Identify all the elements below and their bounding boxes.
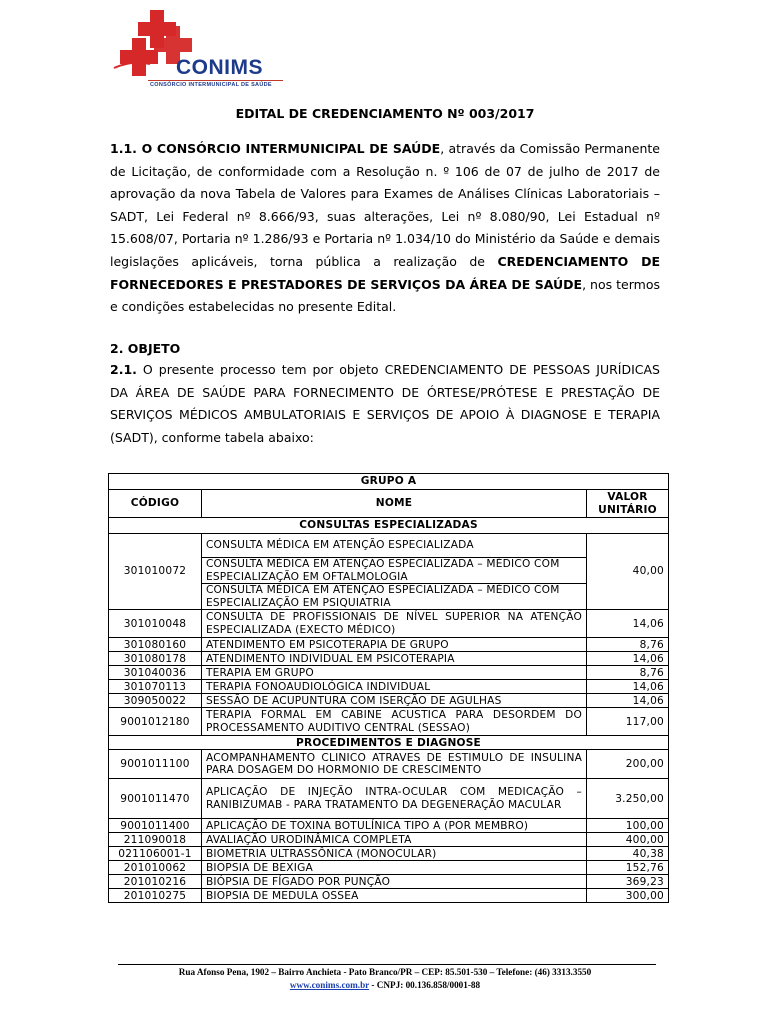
table-row xyxy=(109,652,669,666)
col-header-code: CÓDIGO xyxy=(109,490,202,518)
table-cell-code: 309050022 xyxy=(109,694,202,708)
section-2-heading: 2. OBJETO xyxy=(110,341,181,356)
section-1-paragraph xyxy=(110,138,660,319)
table-cell-name: APLICAÇÃO DE INJEÇÃO INTRA-OCULAR COM MEDICAÇÃO – RANIBIZUMAB - PARA TRATAMENTO DA DEGENERAÇÃO MACULAR xyxy=(201,779,586,819)
table-cell-value: 300,00 xyxy=(587,889,669,903)
table-row xyxy=(109,875,669,889)
document-title: EDITAL DE CREDENCIAMENTO Nº 003/2017 xyxy=(235,106,535,121)
table-cell-name: ATENDIMENTO INDIVIDUAL EM PSICOTERAPIA xyxy=(201,652,586,666)
table-cell-name: ACOMPANHAMENTO CLINICO ATRAVES DE ESTIMULO DE INSULINA PARA DOSAGEM DO HORMONIO DE CRESCIMENTO xyxy=(201,750,586,779)
table-row xyxy=(109,610,669,638)
logo-subtitle: CONSÓRCIO INTERMUNICIPAL DE SAÚDE xyxy=(150,82,272,88)
table-cell-code: 301080178 xyxy=(109,652,202,666)
table-cell-value: 3.250,00 xyxy=(587,779,669,819)
table-row xyxy=(109,680,669,694)
table-cell-value: 14,06 xyxy=(587,694,669,708)
table-cell-value: 117,00 xyxy=(587,708,669,736)
table-cell-value: 8,76 xyxy=(587,638,669,652)
table-row xyxy=(109,847,669,861)
table-cell-name: TERAPIA EM GRUPO xyxy=(201,666,586,680)
table-row xyxy=(109,750,669,779)
table-cell-value: 400,00 xyxy=(587,833,669,847)
table-cell-value: 40,00 xyxy=(587,534,669,610)
table-row xyxy=(109,694,669,708)
table-cell-code: 301010072 xyxy=(109,534,202,610)
table-cell-name: AVALIAÇÃO URODINÂMICA COMPLETA xyxy=(201,833,586,847)
table-cell-name: SESSÃO DE ACUPUNTURA COM ISERÇÃO DE AGULHAS xyxy=(201,694,586,708)
table-row xyxy=(109,779,669,819)
section-2-lead: 2.1. xyxy=(110,362,137,377)
col-header-value: VALOR UNITÁRIO xyxy=(587,490,669,518)
table-cell-name: APLICAÇÃO DE TOXINA BOTULÍNICA TIPO A (POR MEMBRO) xyxy=(201,819,586,833)
table-cell-code: 201010275 xyxy=(109,889,202,903)
table-cell-code: 9001011470 xyxy=(109,779,202,819)
table-cell-name: CONSULTA MÉDICA EM ATENÇÃO ESPECIALIZADA – MÉDICO COM ESPECIALIZAÇÃO EM PSIQUIATRIA xyxy=(201,584,586,610)
table-row xyxy=(109,708,669,736)
table-cell-code: 9001011100 xyxy=(109,750,202,779)
table-cell-value: 14,06 xyxy=(587,610,669,638)
table-cell-value: 14,06 xyxy=(587,680,669,694)
table-cell-value: 100,00 xyxy=(587,819,669,833)
price-table xyxy=(108,473,669,903)
table-row xyxy=(109,861,669,875)
footer-cnpj: - CNPJ: 00.136.858/0001-88 xyxy=(369,980,481,990)
table-cell-value: 40,38 xyxy=(587,847,669,861)
table-cell-name: CONSULTA MÉDICA EM ATENÇÃO ESPECIALIZADA – MÉDICO COM ESPECIALIZAÇÃO EM OFTALMOLOGIA xyxy=(201,558,586,584)
website-link[interactable]: www.conims.com.br xyxy=(289,980,370,990)
section-1-text: , através da Comissão Permanente de Licitação, de conformidade com a Resolução n. º 106 de 07 de julho de 2017 de aprovação da nova Tabela de Valores para Exames de Análises Clínicas Laboratoriais – SADT, Lei Federal nº 8.666/93, suas alterações, Lei nº 8.080/90, Lei Estadual nº 15.608/07, Portaria nº 1.286/93 e Portaria nº 1.034/10 do Ministério da Saúde e demais legislações aplicáveis, torna pública a realização de xyxy=(110,141,661,269)
table-cell-name: BIOMETRIA ULTRASSÔNICA (MONOCULAR) xyxy=(201,847,586,861)
table-cell-name: TERAPIA FORMAL EM CABINE ACUSTICA PARA DESORDEM DO PROCESSAMENTO AUDITIVO CENTRAL (SESSAO) xyxy=(201,708,586,736)
section-1-tail: , nos termos e condições estabelecidas no presente Edital. xyxy=(110,276,660,315)
table-row xyxy=(109,889,669,903)
table-cell-code: 201010216 xyxy=(109,875,202,889)
table-cell-name: BIOPSIA DE BEXIGA xyxy=(201,861,586,875)
table-cell-code: 201010062 xyxy=(109,861,202,875)
table-group-header: GRUPO A xyxy=(109,474,669,490)
table-cell-code: 211090018 xyxy=(109,833,202,847)
table-cell-value: 152,76 xyxy=(587,861,669,875)
table-cell-value: 14,06 xyxy=(587,652,669,666)
section-header-procedimentos: PROCEDIMENTOS E DIAGNOSE xyxy=(109,736,669,750)
table-row xyxy=(109,666,669,680)
table-cell-code: 021106001-1 xyxy=(109,847,202,861)
table-cell-name: CONSULTA DE PROFISSIONAIS DE NÍVEL SUPERIOR NA ATENÇÃO ESPECIALIZADA (EXECTO MÉDICO) xyxy=(201,610,586,638)
table-cell-value: 200,00 xyxy=(587,750,669,779)
table-row xyxy=(109,833,669,847)
table-cell-name: BIÓPSIA DE FÍGADO POR PUNÇÃO xyxy=(201,875,586,889)
section-2-text: O presente processo tem por objeto CREDENCIAMENTO DE PESSOAS JURÍDICAS DA ÁREA DE SAÚDE PARA FORNECIMENTO DE ÓRTESE/PRÓTESE E PRESTAÇÃO DE SERVIÇOS MÉDICOS AMBULATORIAIS E SERVIÇOS DE APOIO À DIAGNOSE E TERAPIA (SADT), conforme tabela abaixo: xyxy=(110,362,660,445)
table-cell-code: 301010048 xyxy=(109,610,202,638)
section-1-lead: 1.1. O CONSÓRCIO INTERMUNICIPAL DE SAÚDE xyxy=(110,141,441,156)
table-row xyxy=(109,819,669,833)
table-cell-name: CONSULTA MÉDICA EM ATENÇÃO ESPECIALIZADA xyxy=(201,534,586,558)
col-header-name: NOME xyxy=(201,490,586,518)
table-cell-code: 301040036 xyxy=(109,666,202,680)
table-cell-value: 369,23 xyxy=(587,875,669,889)
footer-contact xyxy=(0,980,770,990)
section-2-paragraph xyxy=(110,359,660,449)
footer-divider xyxy=(118,964,656,965)
table-cell-code: 301070113 xyxy=(109,680,202,694)
logo-wordmark: CONIMS xyxy=(176,56,263,79)
table-cell-name: ATENDIMENTO EM PSICOTERAPIA DE GRUPO xyxy=(201,638,586,652)
section-1-object: CREDENCIAMENTO DE FORNECEDORES E PRESTADORES DE SERVIÇOS DA ÁREA DE SAÚDE xyxy=(110,253,660,292)
footer-address: Rua Afonso Pena, 1902 – Bairro Anchieta - Pato Branco/PR – CEP: 85.501-530 – Telefone: (46) 3313.3550 xyxy=(178,967,592,977)
table-cell-name: BIOPSIA DE MEDULA OSSEA xyxy=(201,889,586,903)
table-cell-code: 9001012180 xyxy=(109,708,202,736)
section-header-consultas: CONSULTAS ESPECIALIZADAS xyxy=(109,518,669,534)
table-cell-name: TERAPIA FONOAUDIOLÓGICA INDIVIDUAL xyxy=(201,680,586,694)
table-cell-value: 8,76 xyxy=(587,666,669,680)
table-row xyxy=(109,638,669,652)
logo-divider xyxy=(148,80,283,81)
table-cell-code: 301080160 xyxy=(109,638,202,652)
table-cell-code: 9001011400 xyxy=(109,819,202,833)
